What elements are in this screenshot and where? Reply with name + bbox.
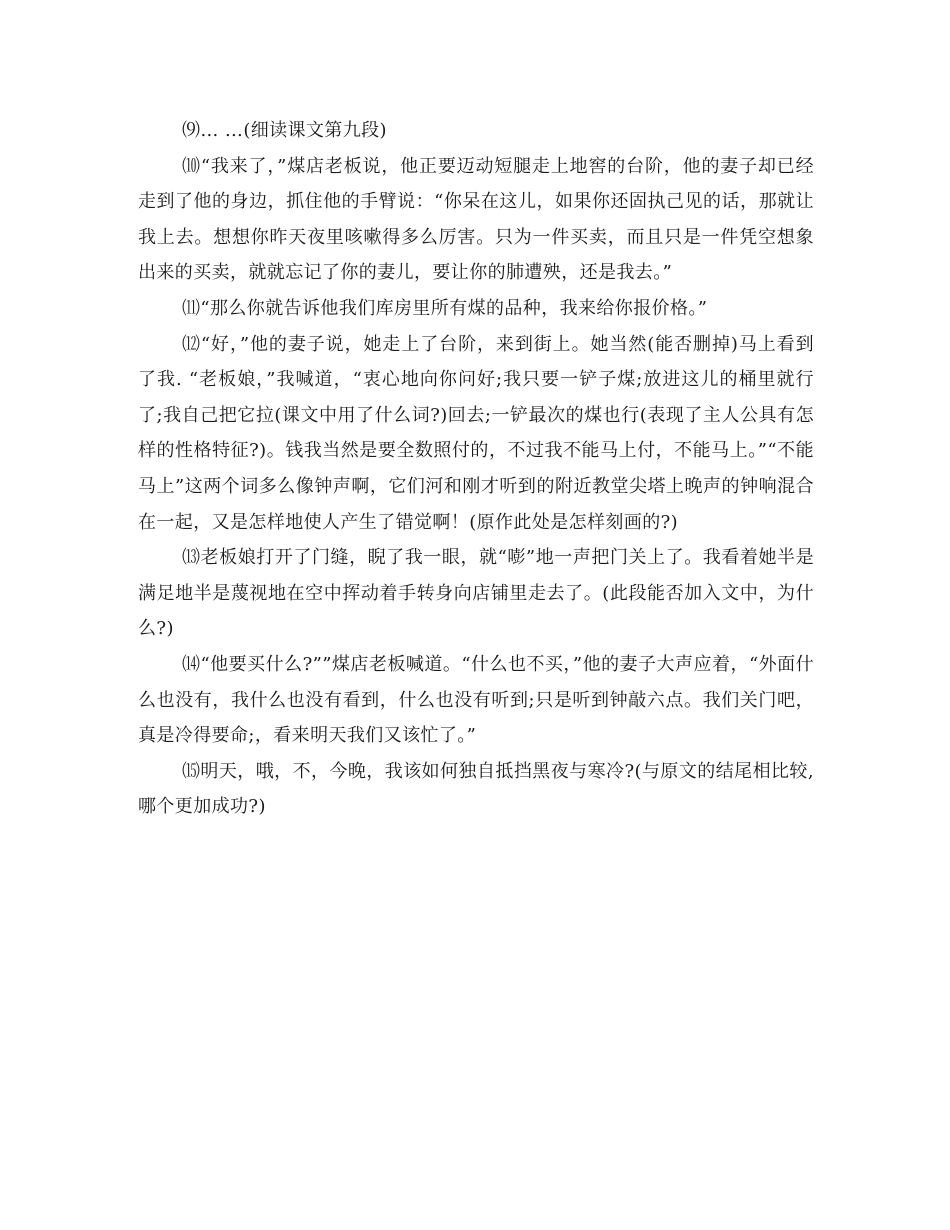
paragraph-11: ⑾“那么你就告诉他我们库房里所有煤的品种，我来给你报价格。” [182,297,708,319]
paragraph-12: ⑿“好，”他的妻子说，她走上了台阶，来到街上。她当然(能否删掉)马上看到了我. “老板娘，”我喊道，“衷心地向你问好;我只要一铲子煤;放进这儿的桶里就行了;我自己把它拉(课文中用了什么词?)回去;一铲最次的煤也行(表现了主人公具有怎样的性格特征?)。钱我当然是要全数照付的，不过我不能马上付，不能马上。”“不能马上”这两个词多么像钟声啊，它们河和刚才听到的附近教堂尖塔上晚声的钟响混合在一起，又是怎样地使人产生了错觉啊！(原作此处是怎样刻画的?) [138,333,814,533]
document-body [138,113,814,825]
paragraph-15: ⒂明天，哦，不，今晚，我该如何独自抵挡黑夜与寒冷?(与原文的结尾相比较,哪个更加成功?) [138,760,814,818]
paragraph-9: ⑼… …(细读课文第九段) [182,120,387,141]
paragraph-14: ⒁“他要买什么?””煤店老板喊道。“什么也不买，”他的妻子大声应着，“外面什么也没有，我什么也没有看到，什么也没有听到;只是听到钟敲六点。我们关门吧，真是冷得要命;，看来明天我们又该忙了。” [138,653,814,747]
paragraph-13: ⒀老板娘打开了门缝，睨了我一眼，就“嘭”地一声把门关上了。我看着她半是满足地半是蔑视地在空中挥动着手转身向店铺里走去了。(此段能否加入文中，为什么?) [138,547,814,640]
paragraph-10: ⑽“我来了，”煤店老板说，他正要迈动短腿走上地窖的台阶，他的妻子却已经走到了他的身边，抓住他的手臂说：“你呆在这儿，如果你还固执己见的话，那就让我上去。想想你昨天夜里咳嗽得多么厉害。只为一件买卖，而且只是一件凭空想象出来的买卖，就就忘记了你的妻儿，要让你的肺遭殃，还是我去。” [138,155,814,284]
